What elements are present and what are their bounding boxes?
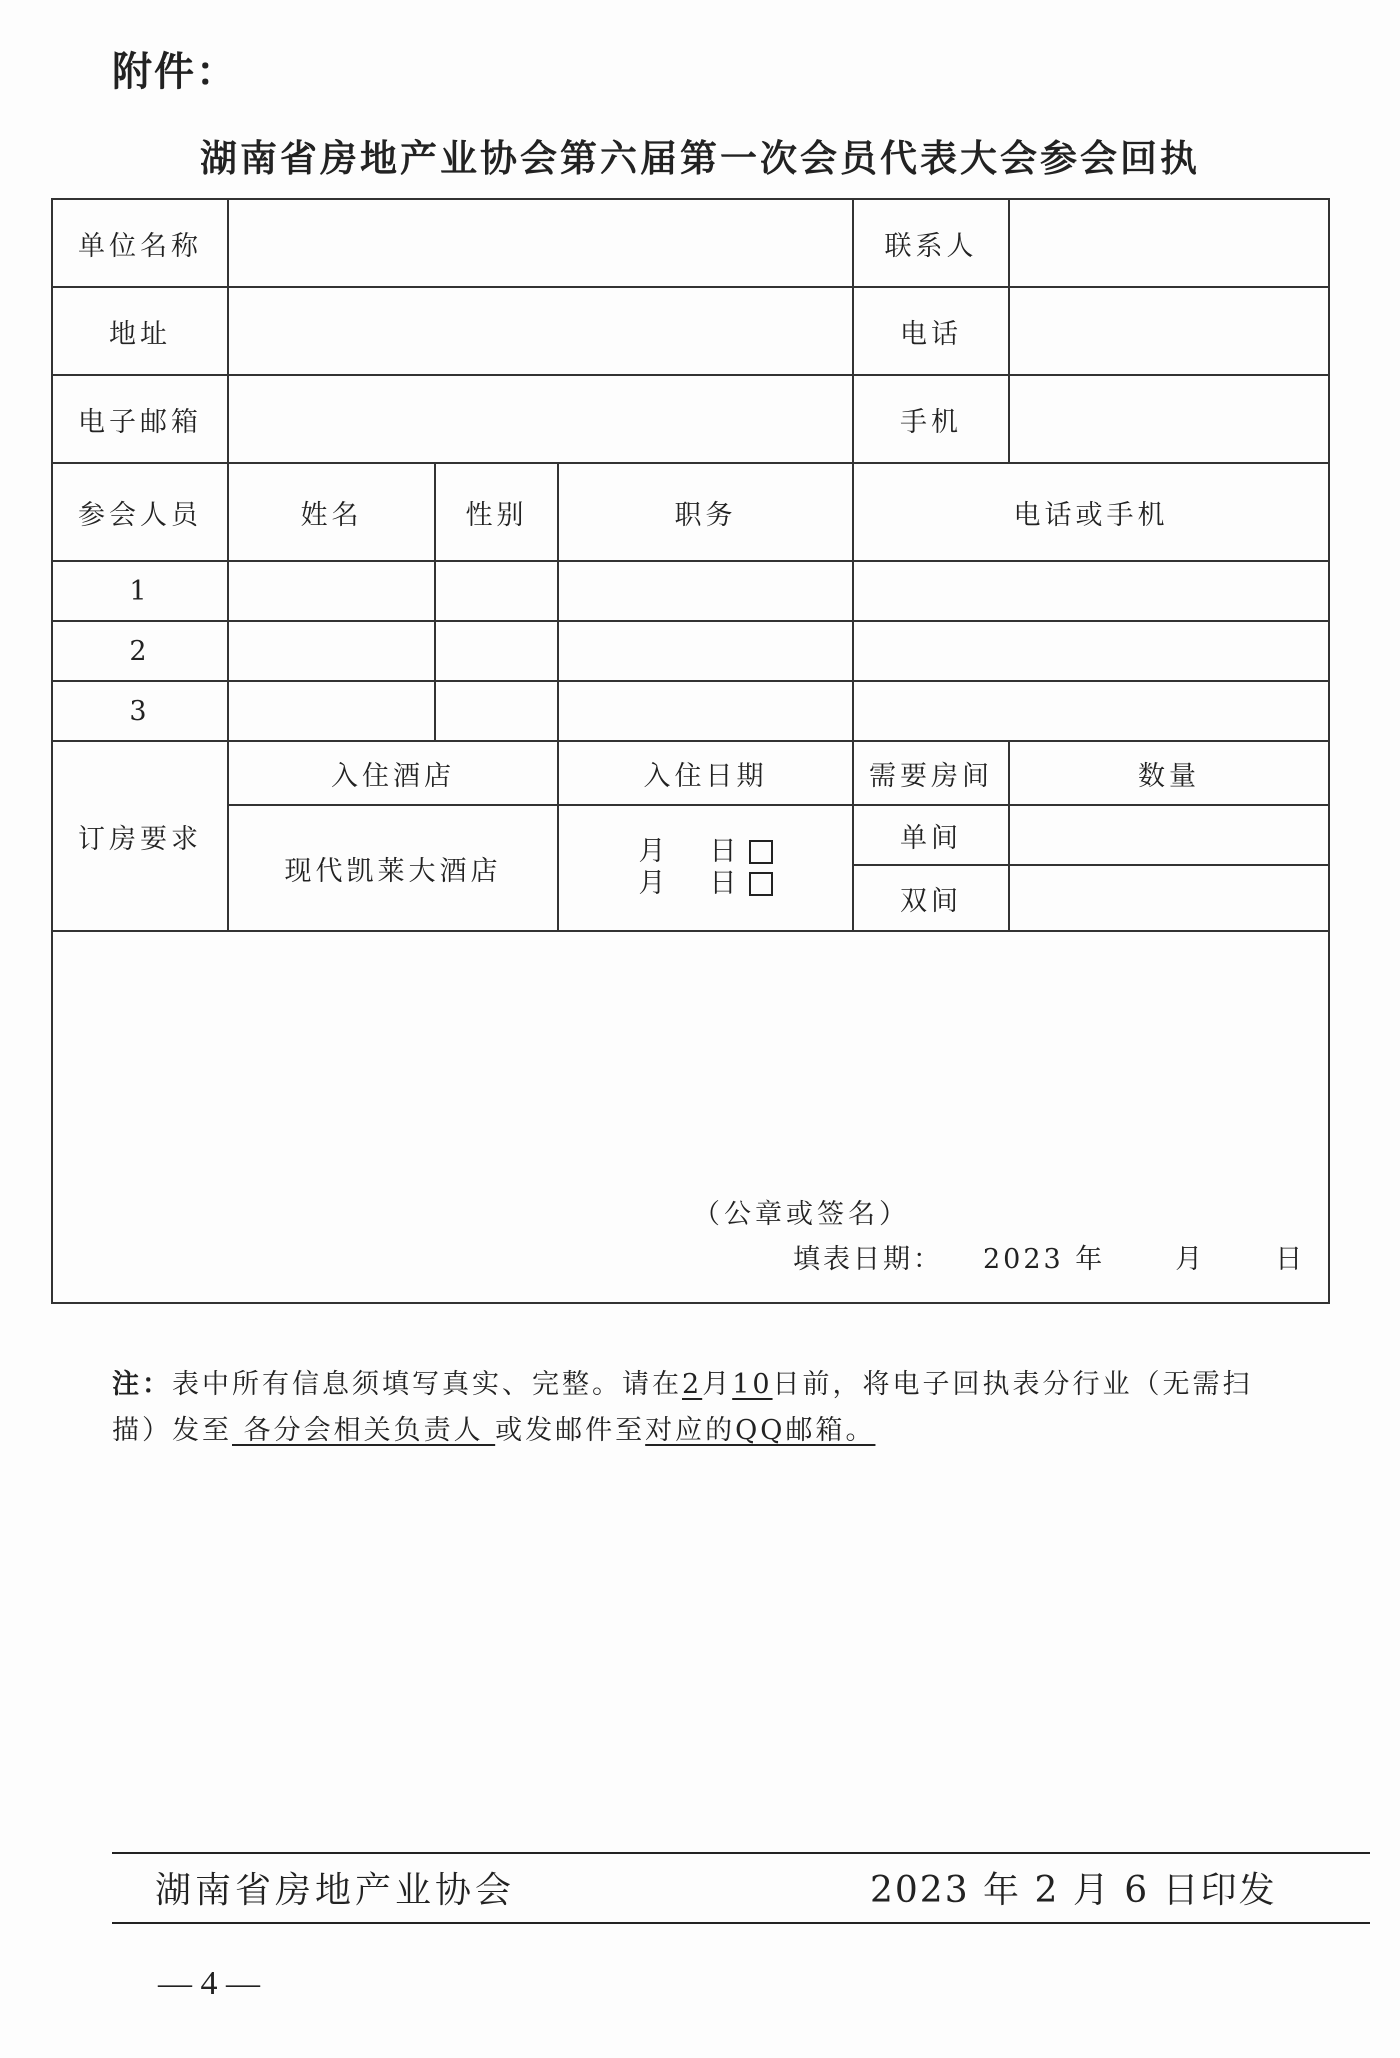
attendee-position-field[interactable] — [558, 681, 853, 741]
form-row-address — [52, 287, 1329, 375]
attendee-position-field[interactable] — [558, 561, 853, 621]
footer-issue-date: 2023 年 2 月 6 日印发 — [870, 1870, 1277, 1911]
note-label: 注： — [112, 1369, 172, 1400]
note-text-3: 或发邮件至 — [495, 1415, 646, 1446]
attendee-phone-field[interactable] — [853, 681, 1329, 741]
col-quantity-header: 数量 — [1009, 741, 1329, 805]
booking-label: 订房要求 — [52, 741, 228, 931]
unit-name-label: 单位名称 — [52, 199, 228, 287]
phone-label: 电话 — [853, 287, 1009, 375]
registration-form-table — [51, 198, 1330, 1304]
attendee-gender-field[interactable] — [435, 681, 558, 741]
checkin-date-checkbox[interactable] — [749, 872, 773, 896]
note-text-1: 表中所有信息须填写真实、完整。请在 — [172, 1369, 682, 1400]
attendee-phone-field[interactable] — [853, 561, 1329, 621]
booking-single-row — [52, 805, 1329, 865]
col-checkin-header: 入住日期 — [558, 741, 853, 805]
hotel-name: 现代凯莱大酒店 — [228, 805, 558, 931]
month-label: 月 — [638, 836, 670, 867]
contact-field[interactable] — [1009, 199, 1329, 287]
recipient-text: 各分会相关负责人 — [232, 1415, 496, 1446]
form-row-unit — [52, 199, 1329, 287]
fill-date-month: 月 — [1175, 1244, 1206, 1275]
footer-bottom-rule — [112, 1922, 1370, 1924]
col-position-header: 职务 — [558, 463, 853, 561]
attendee-name-field[interactable] — [228, 621, 435, 681]
attendee-gender-field[interactable] — [435, 561, 558, 621]
attendee-phone-field[interactable] — [853, 621, 1329, 681]
attendee-row — [52, 681, 1329, 741]
col-room-type-header: 需要房间 — [853, 741, 1009, 805]
phone-field[interactable] — [1009, 287, 1329, 375]
note-paragraph — [112, 1362, 1272, 1454]
email-field[interactable] — [228, 375, 853, 463]
deadline-month: 2 — [682, 1369, 703, 1400]
form-row-email — [52, 375, 1329, 463]
signature-row — [52, 931, 1329, 1303]
col-gender-header: 性别 — [435, 463, 558, 561]
col-phone-header: 电话或手机 — [853, 463, 1329, 561]
col-name-header: 姓名 — [228, 463, 435, 561]
signature-area[interactable] — [52, 931, 1329, 1303]
attendee-name-field[interactable] — [228, 681, 435, 741]
attendee-gender-field[interactable] — [435, 621, 558, 681]
double-room-label: 双间 — [853, 865, 1009, 931]
row-number: 2 — [52, 621, 228, 681]
email-target-text: 对应的QQ邮箱。 — [645, 1415, 876, 1446]
document-title: 湖南省房地产业协会第六届第一次会员代表大会参会回执 — [200, 137, 1200, 180]
page-number: — 4 — — [158, 1965, 260, 2002]
address-label: 地址 — [52, 287, 228, 375]
deadline-month-char: 月 — [702, 1369, 733, 1400]
fill-date-day: 日 — [1275, 1244, 1306, 1275]
attendee-row — [52, 621, 1329, 681]
email-label: 电子邮箱 — [52, 375, 228, 463]
footer-organization: 湖南省房地产业协会 — [155, 1870, 516, 1911]
note-text-2: 日前，将电子回执表分行业（无需扫描）发至 — [112, 1369, 1253, 1446]
mobile-field[interactable] — [1009, 375, 1329, 463]
row-number: 1 — [52, 561, 228, 621]
day-label: 日 — [709, 868, 741, 899]
attendee-row — [52, 561, 1329, 621]
attendees-label: 参会人员 — [52, 463, 228, 561]
single-room-label: 单间 — [853, 805, 1009, 865]
attendees-header-row — [52, 463, 1329, 561]
row-number: 3 — [52, 681, 228, 741]
month-label: 月 — [638, 868, 670, 899]
address-field[interactable] — [228, 287, 853, 375]
attachment-label: 附件： — [112, 49, 238, 95]
checkin-dates — [558, 805, 853, 931]
seal-or-signature-label: （公章或签名） — [693, 1199, 910, 1230]
double-room-quantity-field[interactable] — [1009, 865, 1329, 931]
fill-date-year: 2023 年 — [983, 1244, 1106, 1275]
day-label: 日 — [709, 836, 741, 867]
fill-date-line — [793, 1237, 1305, 1276]
deadline-day: 10 — [732, 1369, 773, 1400]
attendee-name-field[interactable] — [228, 561, 435, 621]
footer-top-rule — [112, 1852, 1370, 1854]
fill-date-label: 填表日期： — [793, 1244, 943, 1275]
unit-name-field[interactable] — [228, 199, 853, 287]
attendee-position-field[interactable] — [558, 621, 853, 681]
contact-label: 联系人 — [853, 199, 1009, 287]
mobile-label: 手机 — [853, 375, 1009, 463]
col-hotel-header: 入住酒店 — [228, 741, 558, 805]
checkin-date-checkbox[interactable] — [749, 840, 773, 864]
booking-header-row — [52, 741, 1329, 805]
single-room-quantity-field[interactable] — [1009, 805, 1329, 865]
